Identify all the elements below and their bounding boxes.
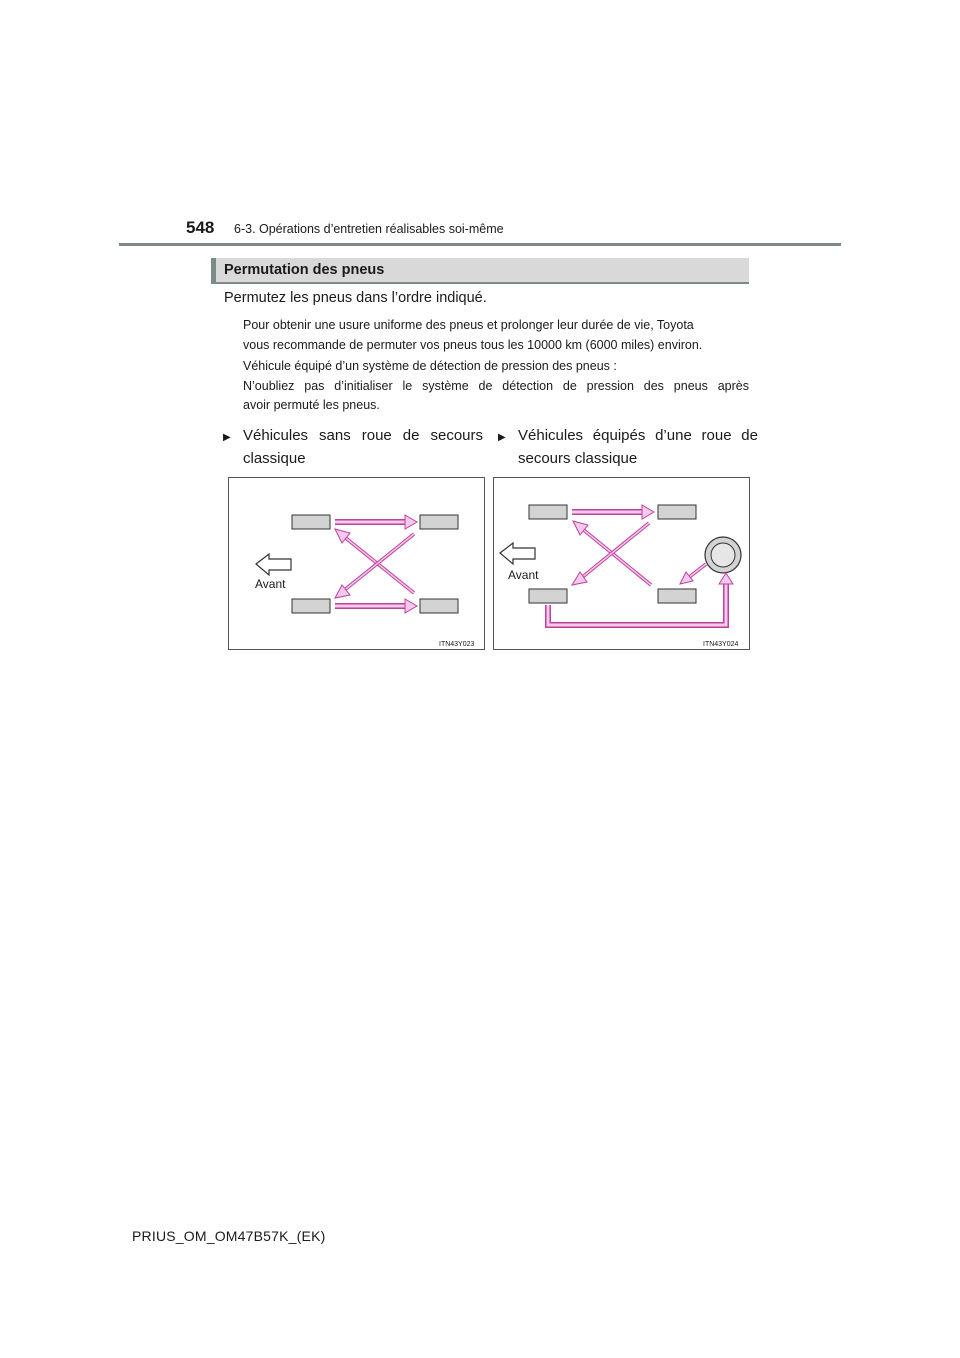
bullet-line: Véhicules équipés d’une roue de [518, 427, 758, 444]
figure-rotation-with-spare [493, 477, 750, 650]
tire-rear-right [658, 589, 696, 603]
section-title: Permutation des pneus [224, 262, 385, 278]
tire-rear-left [529, 589, 567, 603]
front-label: Avant [255, 577, 286, 591]
arrow-spare-to-rear-right [680, 564, 706, 584]
bullet-line: secours classique [518, 450, 638, 467]
arrow-front-left-to-right [572, 505, 654, 519]
rotation-diagram [494, 478, 751, 651]
header-rule [119, 243, 841, 246]
spare-tire-inner [711, 543, 735, 567]
arrow-rear-left-to-right [335, 599, 417, 613]
arrow-rear-right-to-front-left [335, 529, 414, 593]
section-bar-accent [211, 258, 216, 284]
triangle-bullet-icon: ▶ [498, 432, 506, 443]
paragraph-line: vous recommande de permuter vos pneus tous les 10000 km (6000 miles) environ. [243, 337, 703, 352]
front-label: Avant [508, 568, 539, 582]
tire-rear-right [420, 599, 458, 613]
bullet-line: Véhicules sans roue de secours [243, 427, 483, 444]
figure-code: ITN43Y023 [439, 641, 475, 648]
figure-code: ITN43Y024 [703, 641, 739, 648]
tire-front-right [658, 505, 696, 519]
bullet-line: classique [243, 450, 306, 467]
paragraph-line: N’oubliez pas d’initialiser le système de détection de pression des pneus après [243, 378, 749, 393]
chapter-title: 6-3. Opérations d’entretien réalisables soi-même [234, 222, 504, 236]
figure-rotation-no-spare [228, 477, 485, 650]
arrow-front-left-to-right [335, 515, 417, 529]
paragraph-line: Véhicule équipé d’un système de détection de pression des pneus : [243, 359, 617, 373]
arrow-front-right-to-rear-left [335, 534, 414, 598]
tire-front-left [292, 515, 330, 529]
front-direction-arrow-icon [500, 543, 535, 564]
page-number: 548 [186, 218, 215, 237]
bullet-with-spare [498, 424, 758, 470]
tire-front-left [529, 505, 567, 519]
rotation-diagram [229, 478, 486, 651]
paragraph-line: avoir permuté les pneus. [243, 398, 380, 412]
front-direction-arrow-icon [256, 554, 291, 575]
document-code: PRIUS_OM_OM47B57K_(EK) [132, 1228, 326, 1244]
paragraph-line: Pour obtenir une usure uniforme des pneus et prolonger leur durée de vie, Toyota [243, 318, 694, 332]
bullet-no-spare [223, 424, 483, 470]
paragraph-rotation-interval [243, 316, 749, 355]
tire-rear-left [292, 599, 330, 613]
triangle-bullet-icon: ▶ [223, 432, 231, 443]
tire-front-right [420, 515, 458, 529]
paragraph-tpms-note [243, 357, 749, 416]
lead-text: Permutez les pneus dans l’ordre indiqué. [224, 290, 487, 306]
